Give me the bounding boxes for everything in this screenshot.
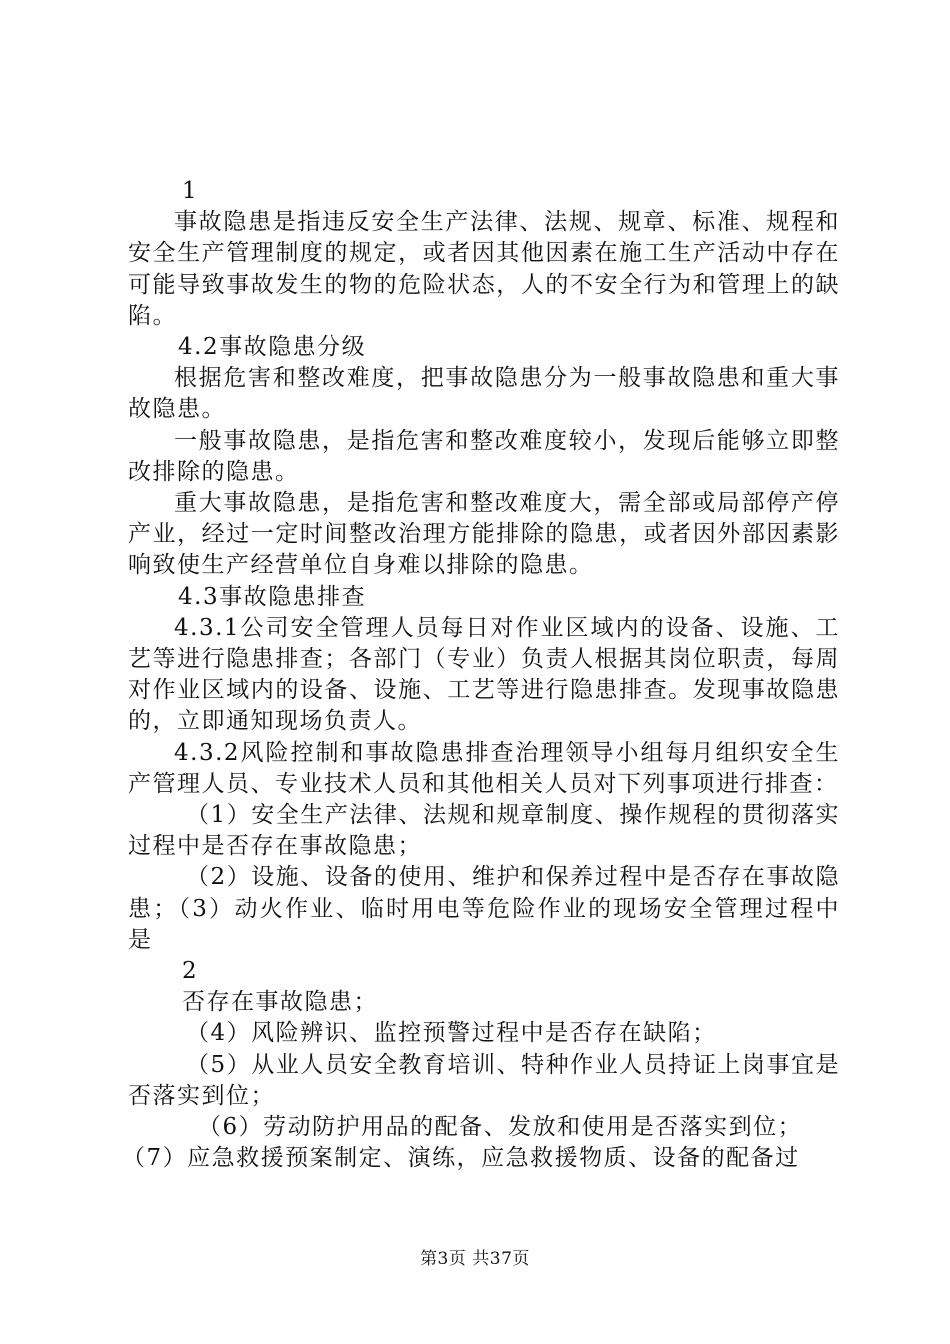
section-heading-4-2: 4.2事故隐患分级: [178, 334, 367, 361]
paragraph-general-hazard: 一般事故隐患，是指危害和整改难度较小，发现后能够立即整改排除的隐患。: [128, 427, 840, 485]
section-heading-4-3: 4.3事故隐患排查: [178, 583, 367, 610]
page-footer: 第3页 共37页: [420, 1249, 530, 1269]
paragraph-definition: 事故隐患是指违反安全生产法律、法规、规章、标准、规程和安全生产管理制度的规定，或者因其他因素在施工生产活动中存在可能导致事故发生的物的危险状态，人的不安全行为和管理上的缺陷。: [128, 209, 840, 329]
paragraph-classification: 根据危害和整改难度，把事故隐患分为一般事故隐患和重大事故隐患。: [128, 365, 840, 423]
paragraph-4-3-1: 4.3.1公司安全管理人员每日对作业区域内的设备、设施、工艺等进行隐患排查；各部门（专业）负责人根据其岗位职责，每周对作业区域内的设备、设施、工艺等进行隐患排查。发现事故隐患的，立即通知现场负责人。: [128, 614, 840, 735]
document-body: [122, 176, 840, 1175]
list-item-4: （4）风险辨识、监控预警过程中是否存在缺陷；: [186, 1020, 717, 1047]
paragraph-4-3-2: 4.3.2风险控制和事故隐患排查治理领导小组每月组织安全生产管理人员、专业技术人员和其他相关人员对下列事项进行排查：: [128, 739, 840, 797]
paragraph-continuation: 否存在事故隐患；: [182, 989, 378, 1016]
list-item-2-3: （2）设施、设备的使用、维护和保养过程中是否存在事故隐患；（3）动火作业、临时用电等危险作业的现场安全管理过程中是: [128, 864, 840, 953]
paragraph-major-hazard: 重大事故隐患，是指危害和整改难度大，需全部或局部停产停产业，经过一定时间整改治理方能排除的隐患，或者因外部因素影响致使生产经营单位自身难以排除的隐患。: [128, 490, 840, 579]
page-number-marker: 1: [182, 178, 199, 204]
list-item-5: （5）从业人员安全教育培训、特种作业人员持证上岗事宜是否落实到位；: [128, 1051, 840, 1109]
list-item-1: （1）安全生产法律、法规和规章制度、操作规程的贯彻落实过程中是否存在事故隐患；: [128, 802, 840, 860]
list-item-6: （6）劳动防护用品的配备、发放和使用是否落实到位；: [198, 1114, 803, 1141]
list-item-7: （7）应急救援预案制定、演练，应急救援物质、设备的配备过: [122, 1145, 800, 1172]
page-number-marker: 2: [182, 958, 199, 985]
